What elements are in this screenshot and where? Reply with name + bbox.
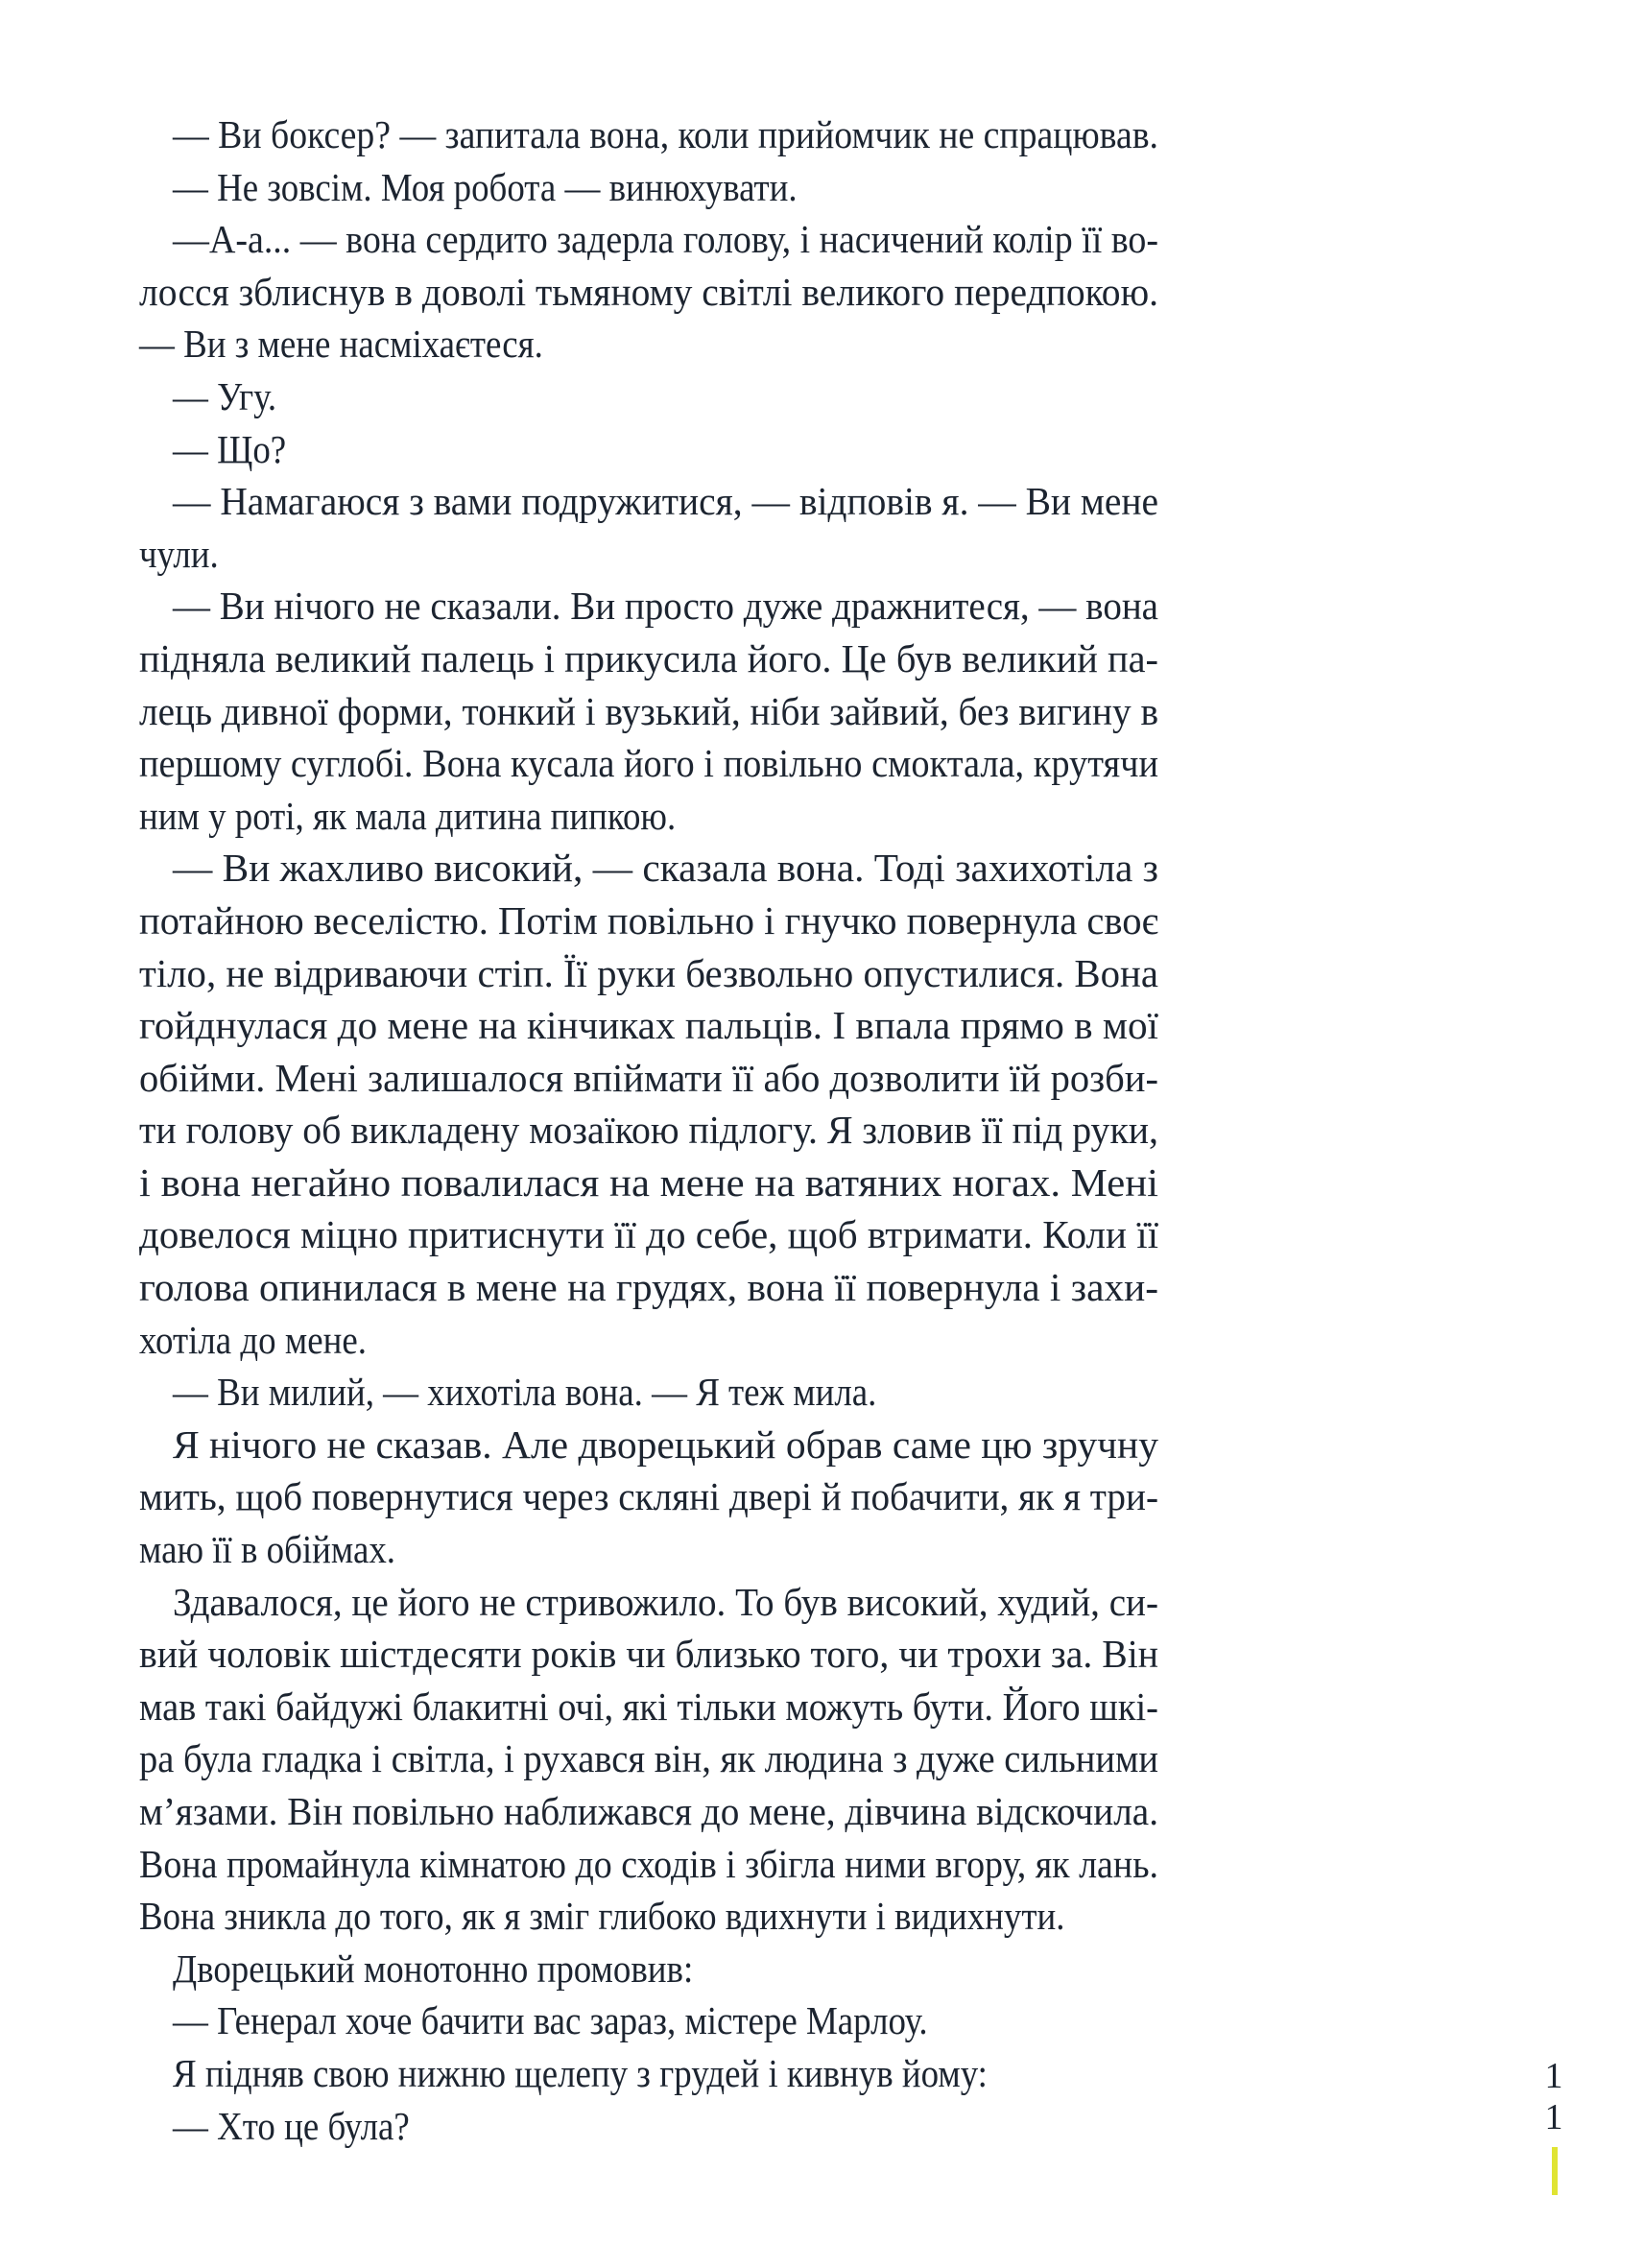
text-line: маю її в обіймах. [139,1527,396,1572]
text-line: мить, щоб повернутися через скляні двері й побачити, як я три- [139,1474,1158,1519]
text-line: чули. [139,531,219,576]
page-number [1535,2056,1573,2138]
paragraph [139,213,1158,370]
text-line: ти голову об викладену мозаїкою підлогу. Я зловив її під руки, [139,1108,1158,1153]
text-line: підняла великий палець і прикусила його. Це був великий па- [139,635,1158,680]
paragraph [139,370,1158,423]
paragraph [139,1994,1158,2047]
paragraph [139,108,1158,161]
text-line: — Ви нічого не сказали. Ви просто дуже дражнитеся, — вона [173,584,1158,629]
text-line: — Генерал хоче бачити вас зараз, містере Марлоу. [173,1998,928,2043]
text-line: — Угу. [173,373,277,418]
text-line: ра була гладка і світла, і рухався він, як людина з дуже сильними [139,1736,1158,1781]
text-line: лосся зблиснув в доволі тьмяному світлі великого передпокою. [139,269,1158,314]
page-accent-bar [1552,2147,1558,2195]
paragraph [139,161,1158,214]
text-line: — Ви милий, — хихотіла вона. — Я теж мила. [173,1370,877,1415]
text-line: — Не зовсім. Моя робота — винюхувати. [173,164,798,209]
text-line: Я підняв свою нижню щелепу з грудей і кивнув йому: [173,2050,988,2095]
text-line: першому суглобі. Вона кусала його і повільно смоктала, крутячи [139,741,1158,786]
text-line: — Ви з мене насміхаєтеся. [139,322,543,367]
text-line: вий чоловік шістдесяти років чи близько того, чи трохи за. Він [139,1632,1158,1677]
paragraph [139,1366,1158,1419]
page-number-digit: 1 [1544,2056,1563,2096]
text-line: — Ви жахливо високий, — сказала вона. Тоді захихотіла з [173,846,1158,891]
text-line: довелося міцно притиснути її до себе, щоб втримати. Коли її [139,1212,1158,1257]
page-number-digit: 1 [1544,2097,1563,2137]
text-line: мав такі байдужі блакитні очі, які тільки можуть бути. Його шкі- [139,1683,1158,1729]
text-line: Вона зникла до того, як я зміг глибоко вдихнути і видихнути. [139,1894,1065,1939]
paragraph [139,1943,1158,1995]
page-text [139,108,1158,2152]
text-line: обійми. Мені залишалося впіймати її або дозволити їй розби- [139,1055,1158,1100]
text-line: —А-а... — вона сердито задерла голову, і насичений колір її во- [173,217,1158,262]
text-line: ним у роті, як мала дитина пипкою. [139,793,677,838]
text-line: Дворецький монотонно промовив: [173,1946,694,1991]
paragraph [139,580,1158,842]
text-line: Здавалося, це його не стривожило. То був високий, худий, си- [173,1579,1158,1624]
text-line: голова опинилася в мене на грудях, вона її повернула і захи- [139,1265,1158,1310]
text-line: і вона негайно повалилася на мене на ватяних ногах. Мені [139,1159,1158,1205]
paragraph [139,2100,1158,2153]
text-line: — Ви боксер? — запитала вона, коли прийомчик не спрацював. [173,112,1158,156]
text-line: — Намагаюся з вами подружитися, — відповів я. — Ви мене [173,479,1158,524]
text-line: — Хто це була? [173,2103,410,2148]
text-line: гойднулася до мене на кінчиках пальців. І впала прямо в мої [139,1003,1158,1048]
text-line: Вона промайнула кімнатою до сходів і збігла ними вгору, як лань. [139,1841,1158,1886]
paragraph [139,1576,1158,1943]
paragraph [139,2047,1158,2100]
text-line: хотіла до мене. [139,1317,367,1362]
text-line: лець дивної форми, тонкий і вузький, ніби зайвий, без вигину в [139,688,1158,733]
paragraph [139,475,1158,580]
text-line: — Що? [173,426,287,471]
paragraph [139,842,1158,1366]
paragraph [139,1419,1158,1576]
text-line: потайною веселістю. Потім повільно і гнучко повернула своє [139,897,1158,943]
text-line: м’язами. Він повільно наближався до мене, дівчина відскочила. [139,1789,1158,1833]
text-line: тіло, не відриваючи стіп. Її руки безвольно опустилися. Вона [139,950,1158,995]
paragraph [139,423,1158,476]
text-line: Я нічого не сказав. Але дворецький обрав саме цю зручну [173,1421,1158,1467]
